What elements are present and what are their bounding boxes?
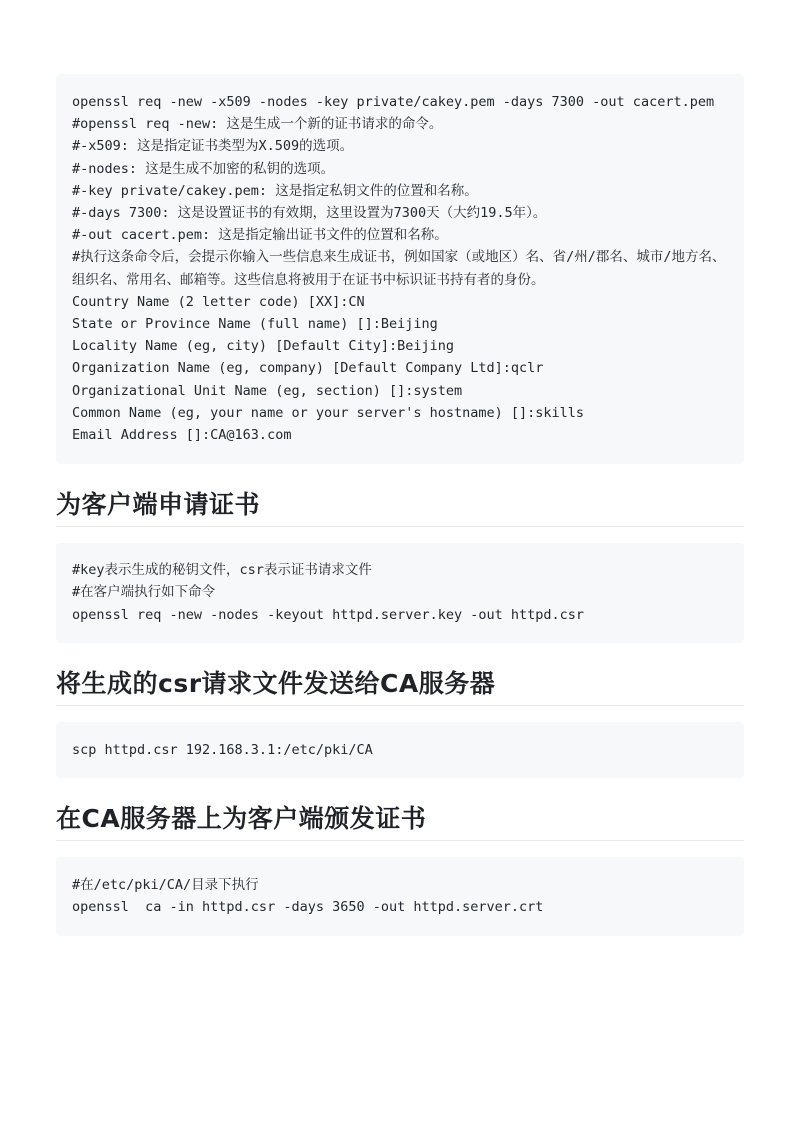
code-line: #-days 7300: 这是设置证书的有效期，这里设置为7300天（大约19.5年）。 (72, 205, 547, 222)
code-line: #执行这条命令后，会提示你输入一些信息来生成证书，例如国家（或地区）名、省/州/郡名、城市/地方名、组织名、常用名、邮箱等。这些信息将被用于在证书中标识证书持有者的身份。 (72, 249, 726, 288)
code-line: #-x509: 这是指定证书类型为X.509的选项。 (72, 138, 354, 155)
code-line: Email Address []:CA@163.com (72, 427, 292, 444)
code-line: #-nodes: 这是生成不加密的私钥的选项。 (72, 160, 335, 177)
code-line: Common Name (eg, your name or your server's hostname) []:skills (72, 404, 585, 421)
code-block-ca-cert (56, 74, 744, 464)
section-heading-issue-cert: 在CA服务器上为客户端颁发证书 (56, 802, 744, 841)
document-page (56, 74, 744, 936)
code-line: #openssl req -new: 这是生成一个新的证书请求的命令。 (72, 116, 443, 133)
code-line: Organizational Unit Name (eg, section) []:system (72, 382, 463, 399)
section-heading-send-csr: 将生成的csr请求文件发送给CA服务器 (56, 667, 744, 706)
code-line: #key表示生成的秘钥文件，csr表示证书请求文件 (72, 562, 372, 579)
code-block-send-csr (56, 722, 744, 778)
code-line: openssl req -new -x509 -nodes -key private/cakey.pem -days 7300 -out cacert.pem (72, 94, 715, 110)
code-line: #在客户端执行如下命令 (72, 584, 216, 601)
code-line: #在/etc/pki/CA/目录下执行 (72, 877, 259, 894)
section-heading-client-request: 为客户端申请证书 (56, 488, 744, 527)
code-line: scp httpd.csr 192.168.3.1:/etc/pki/CA (72, 741, 373, 758)
code-line: Locality Name (eg, city) [Default City]:Beijing (72, 338, 455, 355)
code-line: #-out cacert.pem: 这是指定输出证书文件的位置和名称。 (72, 227, 448, 244)
code-line: State or Province Name (full name) []:Beijing (72, 316, 438, 333)
code-line: openssl ca -in httpd.csr -days 3650 -out httpd.server.crt (72, 899, 544, 916)
code-block-issue-cert (56, 857, 744, 936)
code-block-client-request (56, 543, 744, 643)
code-line: openssl req -new -nodes -keyout httpd.server.key -out httpd.csr (72, 606, 585, 623)
code-line: Country Name (2 letter code) [XX]:CN (72, 293, 365, 310)
code-line: Organization Name (eg, company) [Default Company Ltd]:qclr (72, 360, 544, 377)
code-line: #-key private/cakey.pem: 这是指定私钥文件的位置和名称。 (72, 182, 478, 199)
